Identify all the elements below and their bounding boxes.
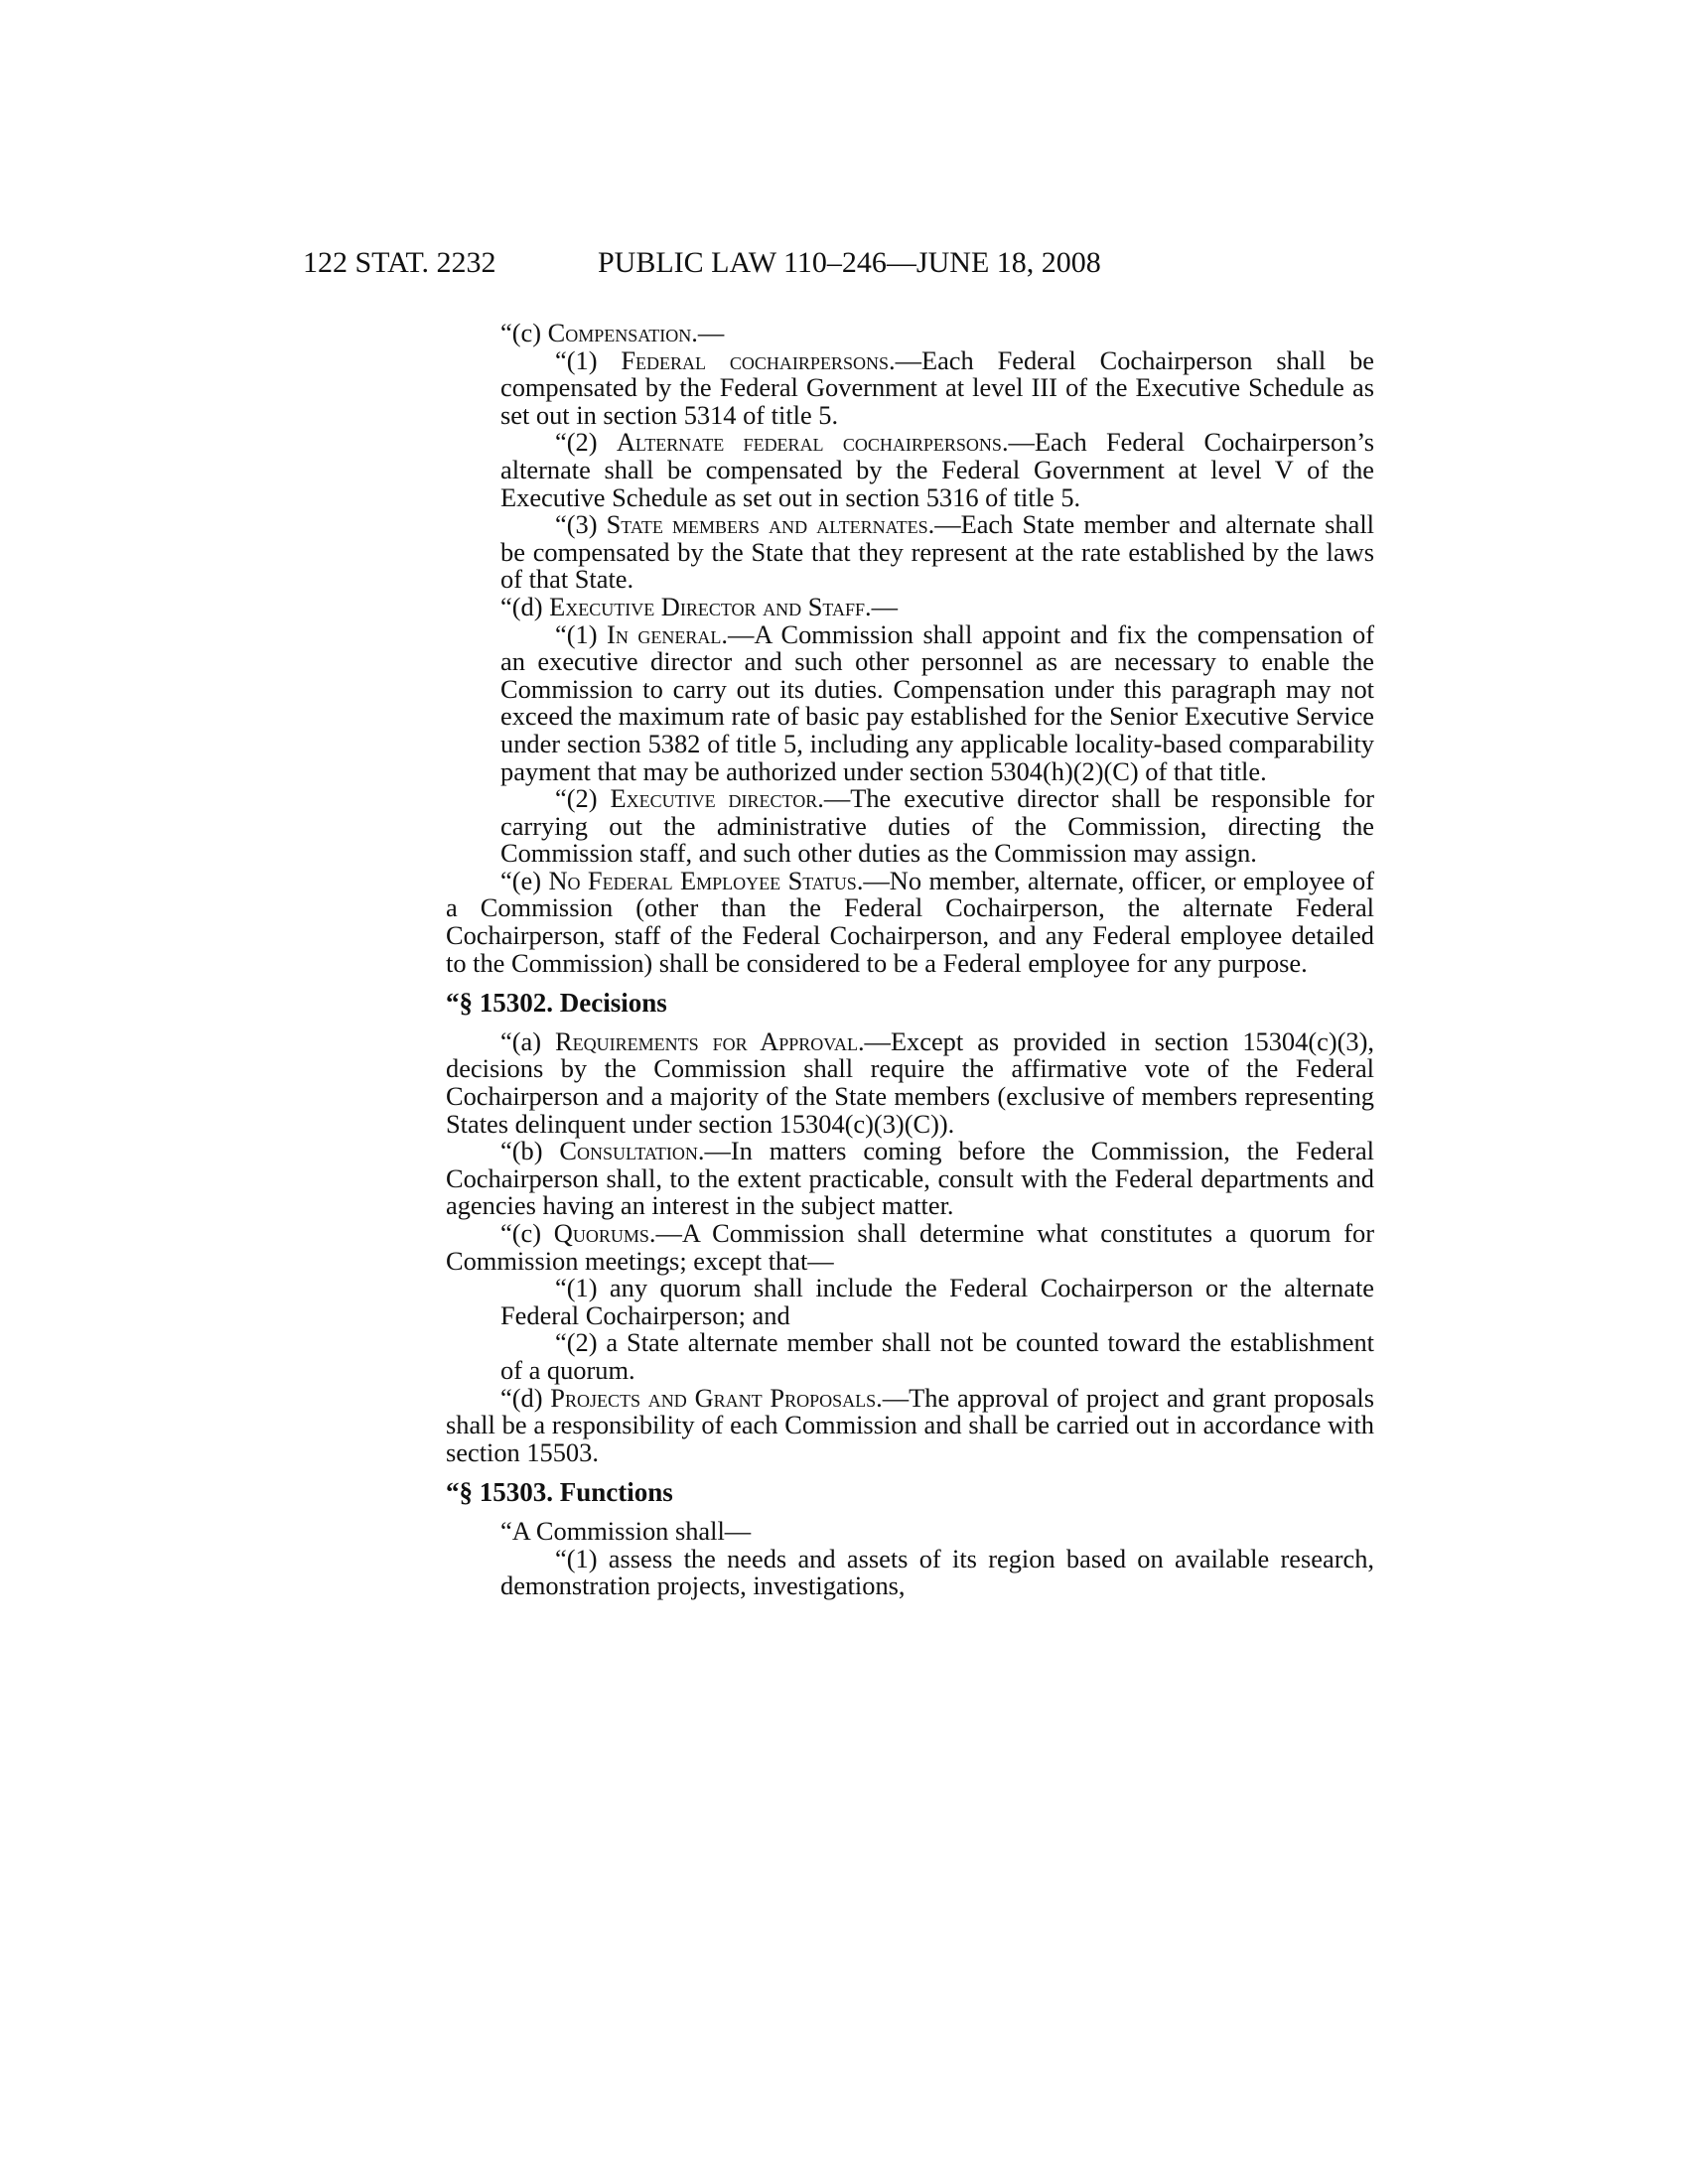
section-15302-d xyxy=(446,1382,1375,1467)
subsection-e-text: .—No member, alternate, officer, or employee of a Commission (other than the Federal Cochairperson, the alternate Federal Cochairperson, staff of the Federal Cochairperson, and any Federal employee detailed to the Commission) shall be considered to be a Federal employee for any purpose. xyxy=(446,865,1374,978)
section-15303-p1: “(1) assess the needs and assets of its region based on available research, demonstration projects, investigations, xyxy=(500,1543,1374,1601)
section-15302-c xyxy=(446,1220,1374,1275)
subsection-c-heading xyxy=(500,320,1374,347)
subsection-c-label: “(c) xyxy=(500,318,548,347)
section-15302-a-label: “(a) xyxy=(500,1025,556,1056)
paragraph-c1-text: .—Each Federal Cochairperson shall be compensated by the Federal Government at level III of the Executive Schedule as set out in section 5314 of title 5. xyxy=(500,344,1374,430)
section-15302-b xyxy=(446,1138,1374,1220)
section-15302-heading: “§ 15302. Decisions xyxy=(446,988,667,1019)
section-15302-a xyxy=(446,1025,1374,1139)
section-15302-b-title: Consultation xyxy=(559,1136,698,1166)
section-15302-a-title: Requirements for Approval xyxy=(555,1025,858,1056)
section-15302-c1: “(1) any quorum shall include the Federal Cochairperson or the alternate Federal Cochairperson; and xyxy=(500,1273,1374,1330)
paragraph-c3 xyxy=(500,511,1374,594)
subsection-e-title: No Federal Employee Status xyxy=(548,865,857,895)
subsection-c-title: Compensation xyxy=(547,318,692,347)
paragraph-d1 xyxy=(500,618,1375,786)
paragraph-d1-title: In general xyxy=(607,618,722,649)
paragraph-c3-title: State members and alternates xyxy=(606,509,928,540)
statute-page-number: 122 STAT. 2232 xyxy=(303,246,496,279)
paragraph-d2-label: “(2) xyxy=(555,783,611,814)
paragraph-c3-label: “(3) xyxy=(555,509,607,540)
subsection-d-dash: .— xyxy=(864,591,898,621)
section-15302-d-title: Projects and Grant Proposals xyxy=(550,1382,877,1413)
paragraph-c2 xyxy=(500,429,1374,511)
section-15303-heading: “§ 15303. Functions xyxy=(446,1477,673,1508)
paragraph-c1-label: “(1) xyxy=(555,344,622,375)
public-law-title: PUBLIC LAW 110–246—JUNE 18, 2008 xyxy=(598,246,1101,279)
paragraph-d2-text: .—The executive director shall be responsible for carrying out the administrative duties of the Commission, directing the Commission staff, and such other duties as the Commission may assign. xyxy=(500,783,1374,869)
paragraph-c3-text: .—Each State member and alternate shall be compensated by the State that they represent at the rate established by the laws of that State. xyxy=(500,509,1374,595)
paragraph-d2-title: Executive director xyxy=(610,783,818,814)
subsection-d-title: Executive Director and Staff xyxy=(549,591,865,621)
section-15303-intro: “A Commission shall— xyxy=(500,1515,752,1546)
subsection-e xyxy=(446,865,1374,978)
section-15302-c2: “(2) a State alternate member shall not be counted toward the establishment of a quorum. xyxy=(500,1327,1374,1385)
subsection-e-label: “(e) xyxy=(500,865,549,895)
section-15302-c-title: Quorums xyxy=(553,1218,649,1248)
subsection-d-heading xyxy=(500,591,1374,621)
paragraph-c2-text: .—Each Federal Cochairperson’s alternate shall be compensated by the Federal Government at level V of the Executive Schedule as set out in section 5316 of title 5. xyxy=(500,427,1374,512)
section-15302-c-label: “(c) xyxy=(500,1218,554,1248)
paragraph-c1-title: Federal cochairpersons xyxy=(621,344,889,375)
section-15302-b-label: “(b) xyxy=(500,1136,560,1166)
document-body xyxy=(446,318,1375,1601)
section-15302-b-text: .—In matters coming before the Commission, the Federal Cochairperson shall, to the extent practicable, consult with the Federal departments and agencies having an interest in the subject matter. xyxy=(446,1136,1375,1221)
paragraph-d1-text: .—A Commission shall appoint and fix the compensation of an executive director and such other personnel as are necessary to enable the Commission to carry out its duties. Compensation under this paragraph may not exceed the maximum rate of basic pay established for the Senior Executive Service under section 5382 of title 5, including any applicable locality-based comparability payment that may be authorized under section 5304(h)(2)(C) of that title. xyxy=(500,618,1375,786)
section-15302-d-text: .—The approval of project and grant proposals shall be a responsibility of each Commission and shall be carried out in accordance with section 15503. xyxy=(446,1382,1375,1467)
section-15302-c-text: .—A Commission shall determine what constitutes a quorum for Commission meetings; except that— xyxy=(446,1218,1375,1276)
section-15302-a-text: .—Except as provided in section 15304(c)(3), decisions by the Commission shall require the affirmative vote of the Federal Cochairperson and a majority of the State members (exclusive of members representing States delinquent under section 15304(c)(3)(C)). xyxy=(446,1025,1374,1139)
subsection-d-label: “(d) xyxy=(500,591,550,621)
subsection-c-dash: .— xyxy=(691,318,725,347)
section-15302-d-label: “(d) xyxy=(500,1382,551,1413)
paragraph-c2-label: “(2) xyxy=(555,427,617,458)
paragraph-d1-label: “(1) xyxy=(555,618,608,649)
page-header xyxy=(303,246,1236,286)
paragraph-c2-title: Alternate federal cochairpersons xyxy=(616,427,1002,458)
paragraph-c1 xyxy=(500,344,1374,430)
paragraph-d2 xyxy=(500,785,1374,868)
